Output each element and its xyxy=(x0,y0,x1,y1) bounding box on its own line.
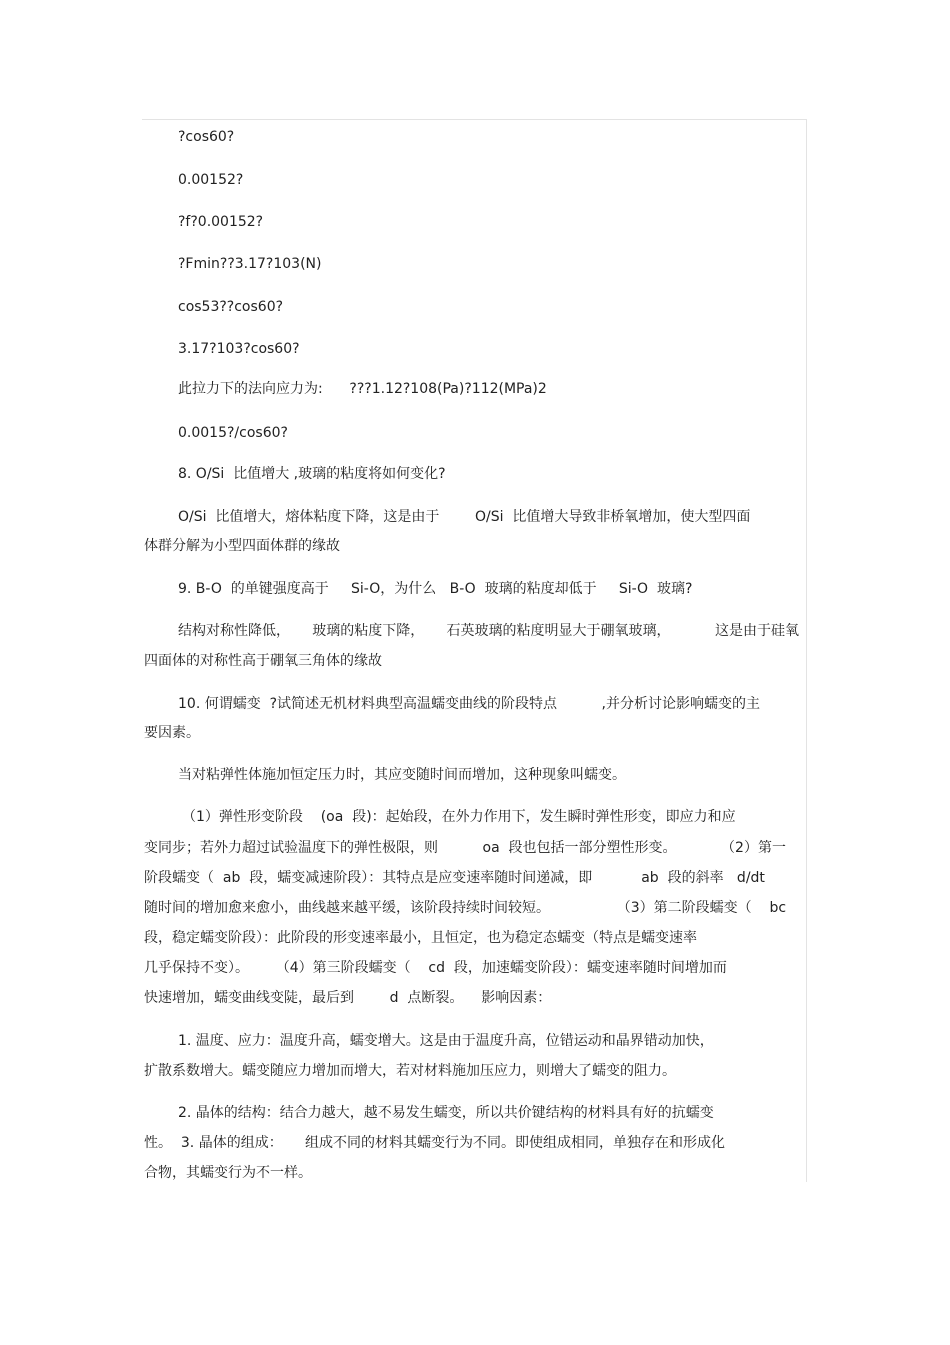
creep-definition: 当对粘弹性体施加恒定压力时，其应变随时间而增加，这种现象叫蠕变。 xyxy=(178,767,626,783)
factor-3-line-3: 合物，其蠕变行为不一样。 xyxy=(144,1165,312,1181)
question-9: 9. B-O 的单键强度高于 Si-O，为什么 B-O 玻璃的粘度却低于 Si-O 玻璃? xyxy=(178,581,693,597)
creep-stages-line-7: 快速增加，蠕变曲线变陡，最后到 d 点断裂。 影响因素： xyxy=(144,990,552,1006)
formula-line-4: ?Fmin??3.17?103(N) xyxy=(178,256,322,272)
factor-1-line-1: 1. 温度、应力：温度升高，蠕变增大。这是由于温度升高，位错运动和晶界错动加快， xyxy=(178,1033,714,1049)
creep-stages-line-5: 段，稳定蠕变阶段）：此阶段的形变速率最小，且恒定，也为稳定态蠕变（特点是蠕变速率 xyxy=(144,930,697,946)
creep-stages-line-4: 随时间的增加愈来愈小，曲线越来越平缓，该阶段持续时间较短。 （3）第二阶段蠕变（ bc xyxy=(144,900,787,916)
question-8: 8. O/Si 比值增大 ,玻璃的粘度将如何变化? xyxy=(178,466,446,482)
answer-8-line-1: O/Si 比值增大，熔体粘度下降，这是由于 O/Si 比值增大导致非桥氧增加，使大型四面 xyxy=(178,509,751,525)
formula-line-1: ?cos60? xyxy=(178,129,235,145)
factor-2-line-1: 2. 晶体的结构：结合力越大，越不易发生蠕变，所以共价键结构的材料具有好的抗蠕变 xyxy=(178,1105,714,1121)
formula-line-2: 0.00152? xyxy=(178,172,244,188)
factor-1-line-2: 扩散系数增大。蠕变随应力增加而增大，若对材料施加压应力，则增大了蠕变的阻力。 xyxy=(144,1063,676,1079)
creep-stages-line-1: （1）弹性形变阶段 (oa 段)：起始段，在外力作用下，发生瞬时弹性形变，即应力和应 xyxy=(182,809,736,825)
answer-9-line-2: 四面体的对称性高于硼氧三角体的缘故 xyxy=(144,653,382,669)
creep-stages-line-2: 变同步；若外力超过试验温度下的弹性极限，则 oa 段也包括一部分塑性形变。 （2）第一 xyxy=(144,840,786,856)
formula-line-5: cos53??cos60? xyxy=(178,299,284,315)
page-frame xyxy=(142,119,807,1182)
answer-9-line-1: 结构对称性降低， 玻璃的粘度下降， 石英玻璃的粘度明显大于硼氧玻璃， 这是由于硅氧 xyxy=(178,623,800,639)
normal-stress-line: 此拉力下的法向应力为: ???1.12?108(Pa)?112(MPa)2 xyxy=(178,381,547,397)
creep-stages-line-3: 阶段蠕变（ ab 段，蠕变减速阶段）：其特点是应变速率随时间递减，即 ab 段的斜率 d/dt xyxy=(144,870,765,886)
factor-2-3-line-2: 性。 3. 晶体的组成： 组成不同的材料其蠕变行为不同。即使组成相同，单独存在和形成化 xyxy=(144,1135,725,1151)
formula-line-3: ?f?0.00152? xyxy=(178,214,264,230)
question-10-line-2: 要因素。 xyxy=(144,725,200,741)
formula-line-6: 3.17?103?cos60? xyxy=(178,341,300,357)
answer-8-line-2: 体群分解为小型四面体群的缘故 xyxy=(144,538,340,554)
creep-stages-line-6: 几乎保持不变）。 （4）第三阶段蠕变（ cd 段，加速蠕变阶段）：蠕变速率随时间增加而 xyxy=(144,960,727,976)
formula-line-8: 0.0015?/cos60? xyxy=(178,425,288,441)
question-10-line-1: 10. 何谓蠕变 ?试简述无机材料典型高温蠕变曲线的阶段特点 ,并分析讨论影响蠕变的主 xyxy=(178,696,760,712)
